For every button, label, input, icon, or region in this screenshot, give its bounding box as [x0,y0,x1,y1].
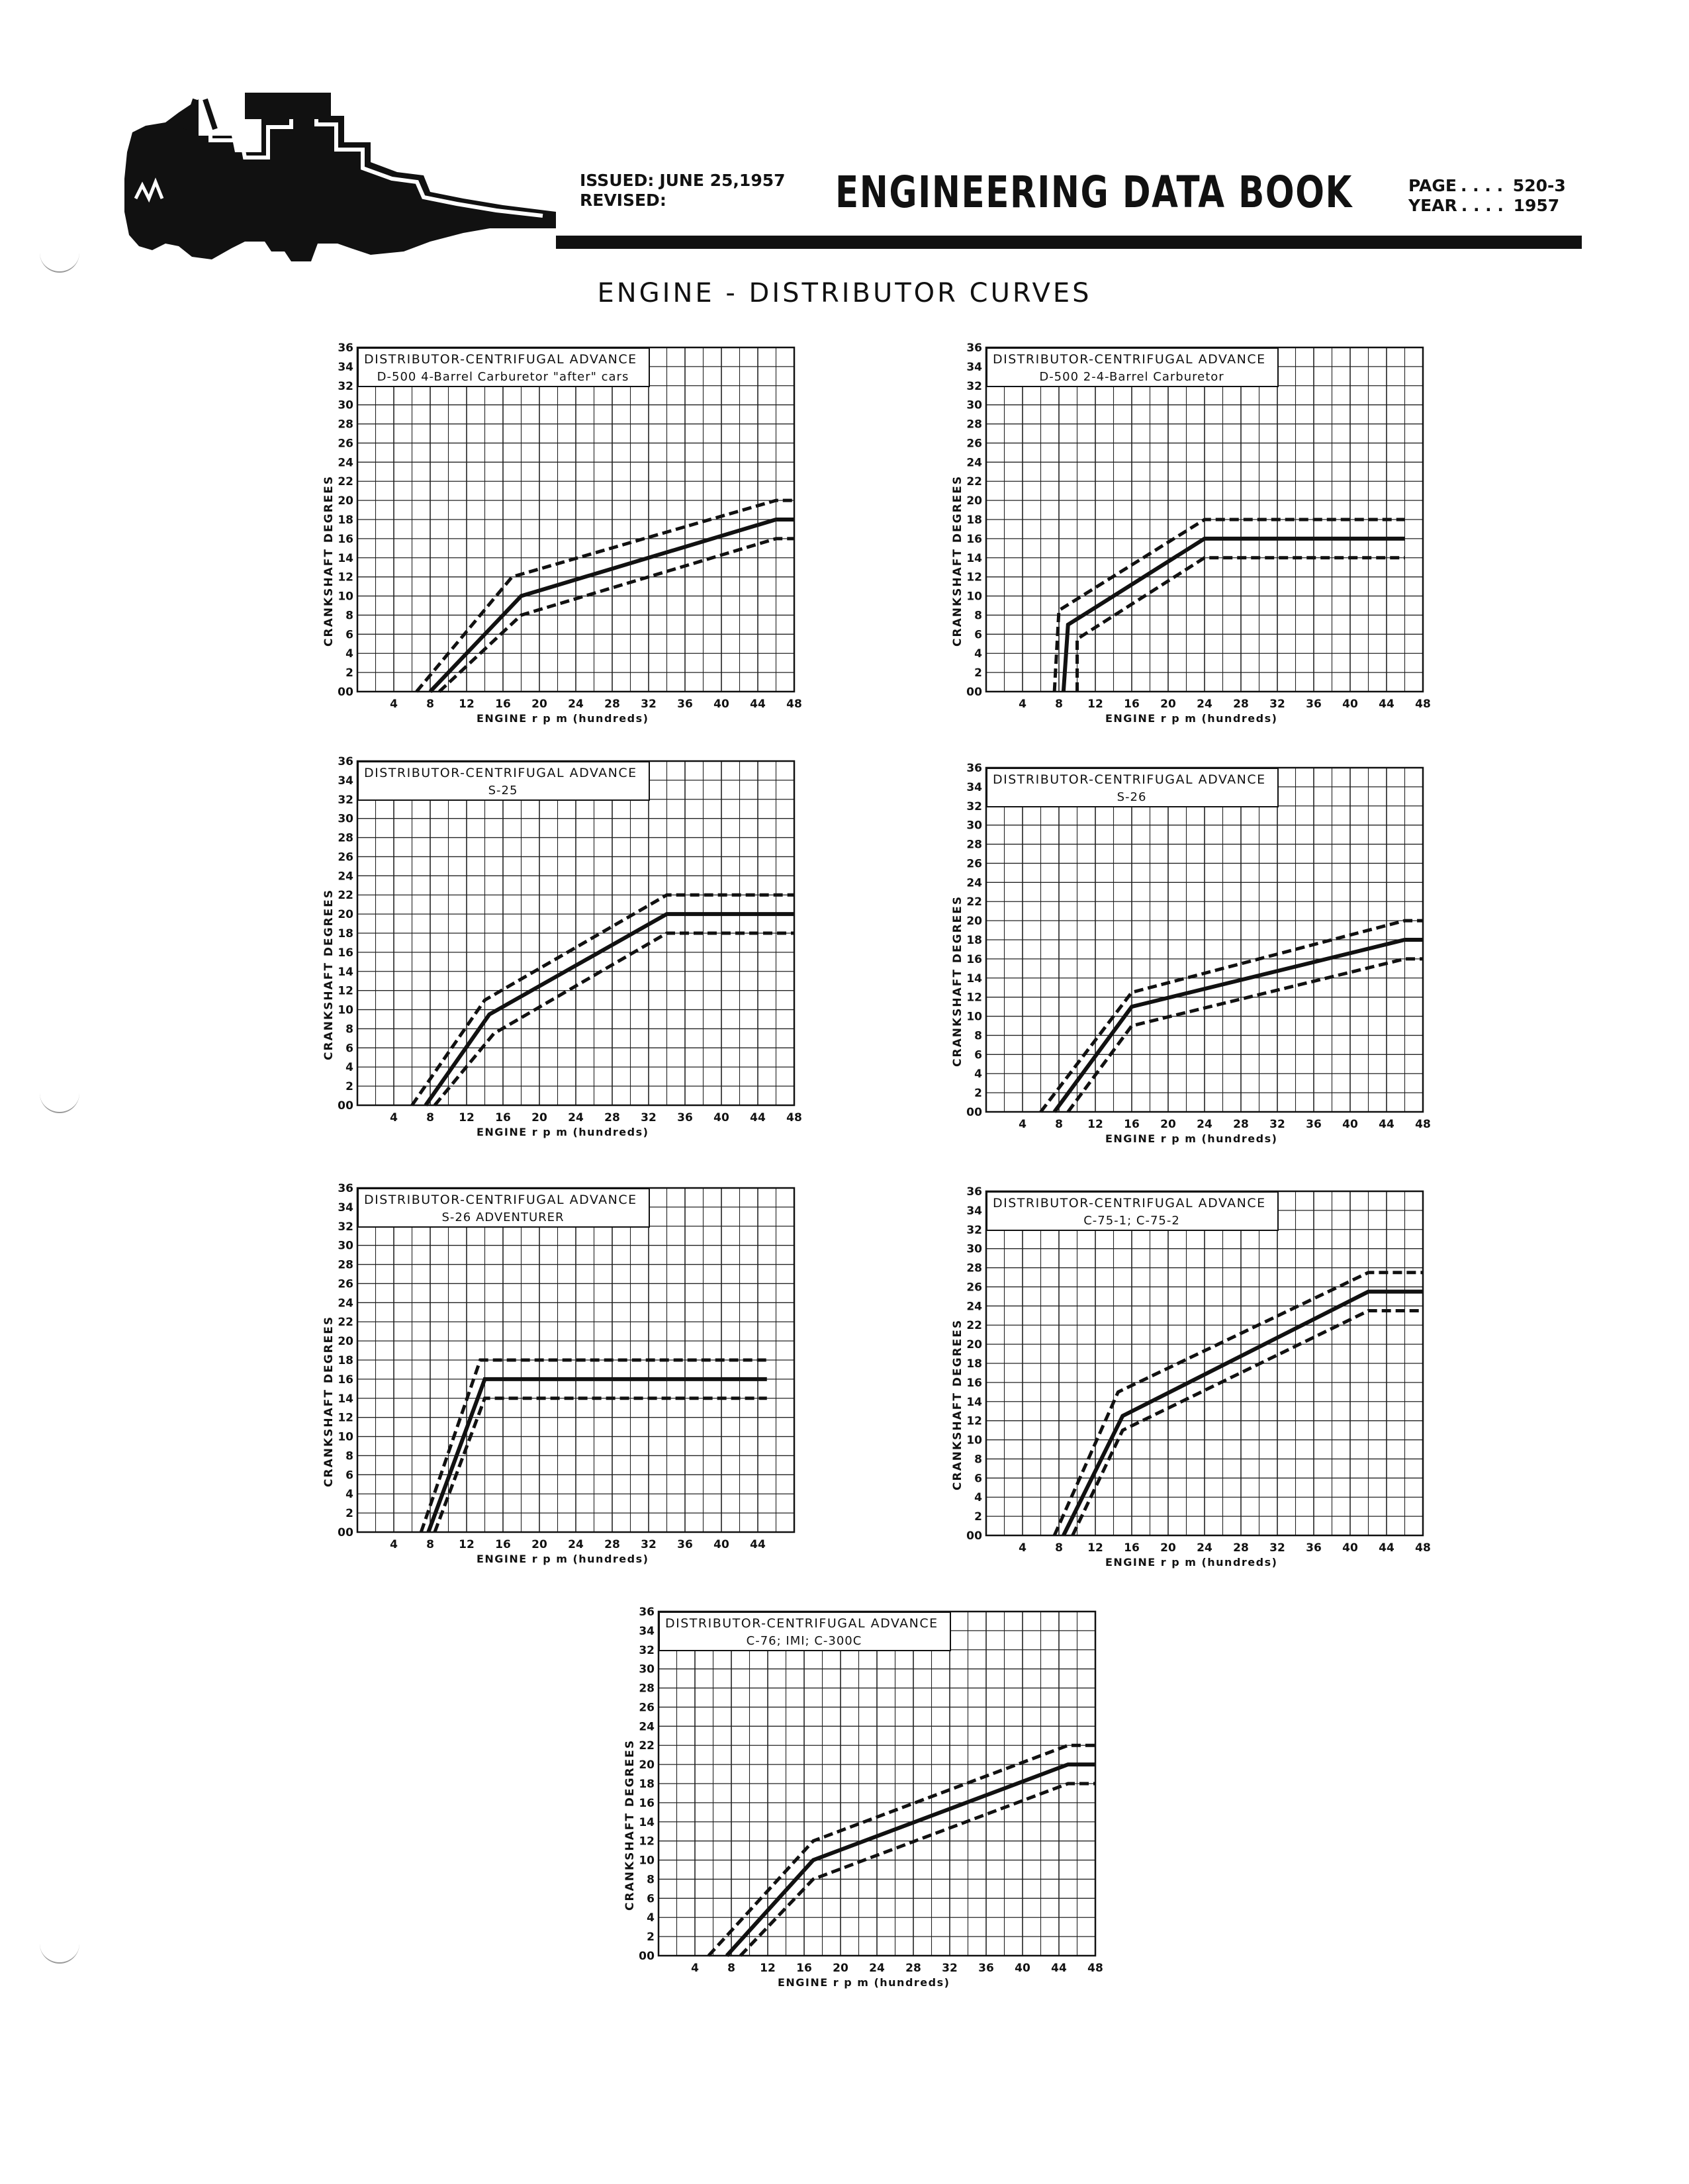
x-tick-label: 44 [750,1538,766,1551]
x-axis-label: ENGINE r p m (hundreds) [476,1126,649,1138]
y-axis-label: CRANKSHAFT DEGREES [322,1315,336,1487]
chart-d500-4barrel [318,338,834,728]
x-tick-label: 16 [495,1111,511,1124]
y-tick-label: 34 [338,360,353,374]
y-tick-label: 28 [338,418,353,432]
y-tick-label: 30 [639,1662,655,1676]
x-tick-label: 40 [1342,1118,1358,1131]
advance-curve-limit [741,1784,1095,1956]
x-tick-label: 12 [1087,1541,1103,1555]
y-tick-label: 30 [338,1239,353,1253]
y-tick-label: 4 [974,1491,982,1505]
y-tick-label: 18 [338,514,353,527]
x-origin-label: 0 [966,1106,974,1119]
x-tick-label: 36 [1306,1118,1322,1131]
x-tick-label: 20 [531,698,547,711]
chart-c76-imi-c300c [619,1602,1135,1992]
chart-s26-adventurer [318,1178,834,1569]
x-tick-label: 24 [568,1538,584,1551]
x-tick-label: 32 [1269,1118,1285,1131]
year-value: 1957 [1513,196,1560,215]
x-tick-label: 12 [760,1962,776,1975]
y-tick-label: 20 [639,1758,655,1772]
y-tick-label: 2 [345,1080,353,1094]
y-tick-label: 36 [338,755,353,768]
chart-subtitle: C-75-1; C-75-2 [1083,1214,1180,1228]
y-tick-label: 4 [345,1061,353,1075]
x-tick-label: 8 [426,1538,434,1551]
x-tick-label: 40 [1015,1962,1030,1975]
x-tick-label: 44 [1379,1541,1394,1555]
x-tick-label: 32 [1269,698,1285,711]
x-tick-label: 8 [1055,1541,1063,1555]
advance-curve-nominal [1064,1292,1423,1535]
y-tick-label: 26 [639,1701,655,1715]
y-tick-label: 14 [338,1392,353,1406]
y-tick-label: 20 [966,494,982,508]
y-tick-label: 10 [338,1430,353,1444]
chart-box-title: DISTRIBUTOR-CENTRIFUGAL ADVANCE [364,1193,637,1207]
y-tick-label: 18 [966,934,982,947]
x-tick-label: 48 [786,1111,802,1124]
y-tick-label: 20 [338,1335,353,1349]
y-tick-label: 4 [974,647,982,661]
advance-curve-limit [435,933,794,1105]
x-tick-label: 28 [604,1538,620,1551]
x-tick-label: 12 [1087,1118,1103,1131]
y-axis-label: CRANKSHAFT DEGREES [951,895,964,1067]
chart-box-title: DISTRIBUTOR-CENTRIFUGAL ADVANCE [993,1196,1266,1210]
x-tick-label: 44 [1379,698,1394,711]
y-tick-label: 22 [966,1319,982,1333]
y-tick-label: 32 [966,379,982,393]
y-tick-label: 8 [647,1873,655,1887]
x-axis-label: ENGINE r p m (hundreds) [1105,1556,1278,1569]
y-tick-label: 26 [338,850,353,864]
x-origin-label: 0 [338,686,345,699]
y-tick-label: 28 [338,1258,353,1272]
y-tick-label: 18 [338,1354,353,1367]
x-tick-label: 28 [1233,1118,1249,1131]
y-tick-label: 26 [966,437,982,451]
advance-curve-nominal [1054,940,1423,1112]
y-tick-label: 24 [338,1297,353,1310]
x-tick-label: 8 [1055,1118,1063,1131]
page-number: 520-3 [1512,176,1566,195]
x-tick-label: 44 [1051,1962,1067,1975]
x-tick-label: 16 [495,1538,511,1551]
x-tick-label: 24 [568,1111,584,1124]
x-tick-label: 36 [1306,1541,1322,1555]
y-tick-label: 30 [966,819,982,833]
x-tick-label: 32 [942,1962,958,1975]
y-tick-label: 20 [966,915,982,929]
x-tick-label: 8 [727,1962,735,1975]
x-origin-label: 0 [338,1099,345,1113]
y-tick-label: 36 [966,1185,982,1199]
y-tick-label: 2 [345,1507,353,1521]
y-tick-label: 12 [338,1411,353,1425]
x-tick-label: 24 [1197,1541,1212,1555]
punch-hole-middle [40,1092,79,1113]
y-tick-label: 12 [338,984,353,998]
y-tick-label: 6 [647,1892,655,1906]
y-tick-label: 32 [338,379,353,393]
x-tick-label: 4 [691,1962,699,1975]
y-tick-label: 0 [345,1099,353,1113]
y-tick-label: 28 [966,1261,982,1275]
x-tick-label: 4 [1019,1541,1027,1555]
x-tick-label: 32 [641,1111,657,1124]
x-tick-label: 40 [713,1111,729,1124]
y-tick-label: 22 [639,1739,655,1753]
page-info: PAGE . . . . 520-3 YEAR . . . . 1957 [1408,176,1566,215]
x-tick-label: 24 [568,698,584,711]
chart-subtitle: S-26 [1117,790,1147,804]
y-tick-label: 12 [966,570,982,584]
x-origin-label: 0 [966,1529,974,1543]
y-tick-label: 6 [974,1048,982,1062]
y-tick-label: 32 [966,1223,982,1237]
x-axis-label: ENGINE r p m (hundreds) [1105,712,1278,725]
x-tick-label: 16 [1124,1541,1140,1555]
y-tick-label: 24 [338,456,353,470]
x-tick-label: 4 [1019,698,1027,711]
y-tick-label: 24 [338,870,353,884]
y-tick-label: 0 [345,1526,353,1539]
x-tick-label: 40 [1342,1541,1358,1555]
x-tick-label: 20 [833,1962,848,1975]
x-tick-label: 20 [1160,1541,1176,1555]
y-tick-label: 20 [338,494,353,508]
x-tick-label: 28 [604,1111,620,1124]
y-tick-label: 32 [966,799,982,813]
section-title: ENGINE - DISTRIBUTOR CURVES [597,278,1092,308]
y-tick-label: 14 [966,1395,982,1409]
y-tick-label: 0 [345,686,353,699]
y-tick-label: 26 [338,437,353,451]
year-label: YEAR [1408,196,1457,215]
y-tick-label: 16 [338,946,353,960]
y-tick-label: 24 [639,1720,655,1734]
y-tick-label: 16 [966,532,982,546]
y-tick-label: 22 [338,1316,353,1330]
x-tick-label: 4 [390,1538,398,1551]
y-tick-label: 2 [647,1931,655,1944]
y-tick-label: 8 [345,1449,353,1463]
x-tick-label: 28 [905,1962,921,1975]
y-tick-label: 24 [966,1300,982,1314]
chart-subtitle: S-26 ADVENTURER [441,1210,565,1224]
x-tick-label: 24 [1197,698,1212,711]
y-tick-label: 26 [338,1277,353,1291]
y-tick-label: 30 [966,398,982,412]
x-tick-label: 20 [531,1538,547,1551]
x-tick-label: 28 [604,698,620,711]
x-axis-label: ENGINE r p m (hundreds) [1105,1132,1278,1145]
chart-subtitle: C-76; IMI; C-300C [746,1634,862,1648]
x-tick-label: 4 [390,1111,398,1124]
y-tick-label: 6 [974,1472,982,1486]
x-tick-label: 8 [1055,698,1063,711]
y-tick-label: 30 [338,812,353,826]
y-tick-label: 12 [639,1835,655,1848]
y-tick-label: 6 [345,1042,353,1056]
y-tick-label: 12 [338,570,353,584]
y-tick-label: 8 [974,1029,982,1043]
y-tick-label: 6 [974,628,982,642]
x-tick-label: 36 [978,1962,994,1975]
y-tick-label: 14 [639,1815,655,1829]
punch-hole-bottom [40,1942,79,1964]
advance-curve-limit [1054,520,1404,692]
y-tick-label: 32 [338,1220,353,1234]
y-tick-label: 26 [966,1281,982,1295]
x-tick-label: 32 [641,698,657,711]
x-origin-label: 0 [639,1950,647,1963]
y-tick-label: 34 [966,1204,982,1218]
x-tick-label: 16 [1124,1118,1140,1131]
y-tick-label: 28 [966,838,982,852]
x-tick-label: 48 [786,698,802,711]
y-tick-label: 10 [966,1433,982,1447]
y-tick-label: 36 [966,762,982,775]
x-tick-label: 20 [1160,1118,1176,1131]
y-tick-label: 20 [338,908,353,922]
x-tick-label: 44 [750,698,766,711]
y-tick-label: 34 [338,1201,353,1214]
y-tick-label: 24 [966,876,982,890]
x-tick-label: 48 [1415,1118,1431,1131]
y-tick-label: 24 [966,456,982,470]
y-tick-label: 28 [338,831,353,845]
y-tick-label: 28 [639,1682,655,1696]
x-axis-label: ENGINE r p m (hundreds) [476,712,649,725]
issued-label: ISSUED: [580,171,655,190]
chart-c75 [946,1181,1463,1572]
x-tick-label: 16 [796,1962,812,1975]
y-axis-label: CRANKSHAFT DEGREES [322,888,336,1060]
y-tick-label: 14 [338,965,353,979]
x-axis-label: ENGINE r p m (hundreds) [777,1976,950,1989]
y-tick-label: 8 [345,609,353,623]
book-title: ENGINEERING DATA BOOK [835,167,1353,218]
x-tick-label: 12 [459,698,475,711]
y-tick-label: 18 [966,514,982,527]
x-tick-label: 44 [1379,1118,1394,1131]
x-tick-label: 36 [677,1111,693,1124]
y-tick-label: 4 [345,647,353,661]
x-tick-label: 28 [1233,1541,1249,1555]
y-tick-label: 36 [966,341,982,355]
y-tick-label: 22 [966,895,982,909]
x-origin-label: 0 [338,1526,345,1539]
y-tick-label: 18 [639,1778,655,1791]
header-rule [556,236,1582,249]
y-tick-label: 16 [966,1376,982,1390]
y-tick-label: 6 [345,1469,353,1482]
x-tick-label: 4 [1019,1118,1027,1131]
x-tick-label: 40 [1342,698,1358,711]
y-tick-label: 30 [966,1242,982,1256]
x-tick-label: 48 [1415,1541,1431,1555]
chart-subtitle: D-500 4-Barrel Carburetor "after" cars [377,370,629,384]
x-tick-label: 36 [677,698,693,711]
y-tick-label: 34 [966,360,982,374]
x-tick-label: 16 [1124,698,1140,711]
y-tick-label: 22 [338,889,353,903]
chart-s25 [318,751,834,1142]
y-tick-label: 36 [338,341,353,355]
y-tick-label: 12 [966,1414,982,1428]
y-tick-label: 8 [974,1453,982,1467]
y-tick-label: 0 [974,1529,982,1543]
y-tick-label: 8 [345,1023,353,1036]
y-tick-label: 2 [345,666,353,680]
y-tick-label: 8 [974,609,982,623]
y-tick-label: 30 [338,398,353,412]
y-tick-label: 0 [974,686,982,699]
issued-date: JUNE 25,1957 [659,171,786,190]
y-tick-label: 26 [966,857,982,871]
chart-box-title: DISTRIBUTOR-CENTRIFUGAL ADVANCE [364,352,637,367]
advance-curve-limit [412,895,795,1105]
x-tick-label: 24 [1197,1118,1212,1131]
x-tick-label: 8 [426,1111,434,1124]
y-tick-label: 14 [966,972,982,985]
x-tick-label: 20 [1160,698,1176,711]
x-tick-label: 8 [426,698,434,711]
x-tick-label: 12 [459,1111,475,1124]
x-tick-label: 48 [1087,1962,1103,1975]
chart-subtitle: S-25 [488,784,518,797]
y-tick-label: 0 [647,1950,655,1963]
y-tick-label: 22 [338,475,353,489]
y-tick-label: 34 [338,774,353,788]
chart-subtitle: D-500 2-4-Barrel Carburetor [1039,370,1224,384]
y-tick-label: 10 [639,1854,655,1868]
y-tick-label: 14 [338,551,353,565]
x-tick-label: 12 [459,1538,475,1551]
y-tick-label: 2 [974,666,982,680]
y-tick-label: 2 [974,1510,982,1524]
y-tick-label: 28 [966,418,982,432]
issue-info [580,171,786,210]
x-tick-label: 32 [1269,1541,1285,1555]
y-tick-label: 18 [338,927,353,940]
x-tick-label: 32 [641,1538,657,1551]
x-tick-label: 36 [1306,698,1322,711]
page-label: PAGE [1408,176,1457,195]
y-tick-label: 34 [639,1624,655,1638]
y-tick-label: 36 [639,1606,655,1619]
y-axis-label: CRANKSHAFT DEGREES [951,475,964,647]
y-tick-label: 32 [338,793,353,807]
chart-box-title: DISTRIBUTOR-CENTRIFUGAL ADVANCE [665,1616,938,1631]
y-tick-label: 34 [966,780,982,794]
chart-s26 [946,758,1463,1148]
x-tick-label: 48 [1415,698,1431,711]
x-tick-label: 40 [713,698,729,711]
x-tick-label: 12 [1087,698,1103,711]
y-axis-label: CRANKSHAFT DEGREES [951,1318,964,1490]
x-tick-label: 4 [390,698,398,711]
engine-logo-icon [0,0,569,278]
y-tick-label: 20 [966,1338,982,1352]
chart-box-title: DISTRIBUTOR-CENTRIFUGAL ADVANCE [993,772,1266,787]
y-tick-label: 22 [966,475,982,489]
y-tick-label: 32 [639,1643,655,1657]
x-tick-label: 36 [677,1538,693,1551]
chart-d500-2-4barrel [946,338,1463,728]
y-tick-label: 2 [974,1087,982,1101]
y-tick-label: 14 [966,551,982,565]
y-axis-label: CRANKSHAFT DEGREES [623,1739,637,1911]
y-tick-label: 4 [345,1488,353,1502]
x-tick-label: 28 [1233,698,1249,711]
x-origin-label: 0 [966,686,974,699]
x-tick-label: 16 [495,698,511,711]
revised-label: REVISED: [580,191,666,210]
x-tick-label: 24 [869,1962,885,1975]
y-tick-label: 16 [338,532,353,546]
y-tick-label: 16 [639,1796,655,1810]
y-tick-label: 0 [974,1106,982,1119]
y-axis-label: CRANKSHAFT DEGREES [322,475,336,647]
y-tick-label: 18 [966,1357,982,1371]
y-tick-label: 4 [974,1068,982,1081]
chart-box-title: DISTRIBUTOR-CENTRIFUGAL ADVANCE [364,766,637,780]
y-tick-label: 10 [338,590,353,604]
page-header [0,0,1689,278]
y-tick-label: 12 [966,991,982,1005]
y-tick-label: 10 [966,590,982,604]
x-tick-label: 40 [713,1538,729,1551]
y-tick-label: 16 [966,952,982,966]
y-tick-label: 10 [966,1010,982,1024]
x-axis-label: ENGINE r p m (hundreds) [476,1553,649,1565]
y-tick-label: 10 [338,1003,353,1017]
x-tick-label: 20 [531,1111,547,1124]
y-tick-label: 36 [338,1182,353,1195]
y-tick-label: 6 [345,628,353,642]
chart-box-title: DISTRIBUTOR-CENTRIFUGAL ADVANCE [993,352,1266,367]
y-tick-label: 16 [338,1373,353,1387]
x-tick-label: 44 [750,1111,766,1124]
y-tick-label: 4 [647,1911,655,1925]
advance-curve-limit [1054,1273,1423,1535]
